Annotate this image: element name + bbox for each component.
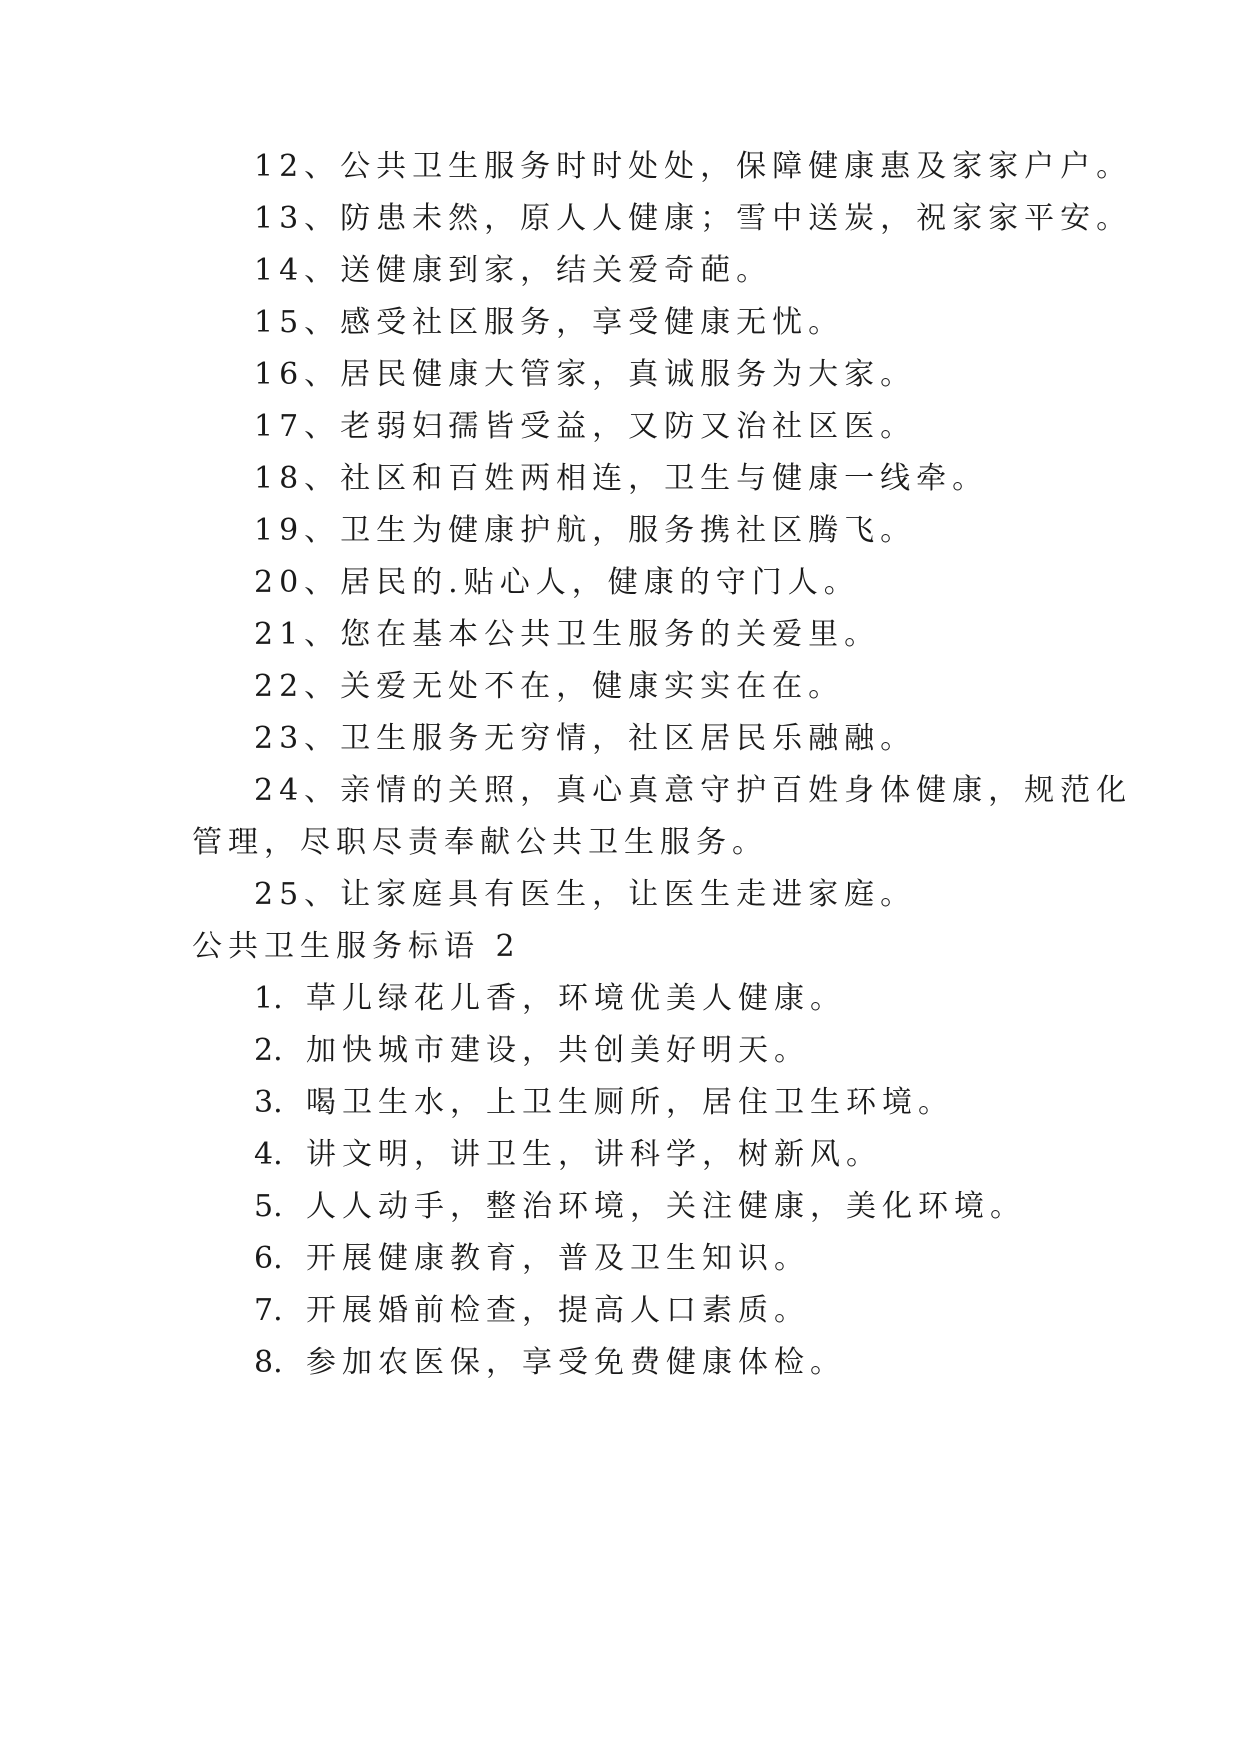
slogan-line: 15、感受社区服务，享受健康无忧。	[254, 305, 845, 340]
list-item-text: 加快城市建设，共创美好明天。	[306, 1033, 810, 1068]
section-heading: 公共卫生服务标语 2	[192, 929, 521, 964]
list-item-text: 草儿绿花儿香，环境优美人健康。	[306, 981, 846, 1016]
list-item-text: 人人动手，整治环境，关注健康，美化环境。	[306, 1189, 1026, 1224]
slogan-line: 19、卫生为健康护航，服务携社区腾飞。	[254, 513, 917, 548]
slogan-line-continuation: 管理，尽职尽责奉献公共卫生服务。	[192, 825, 768, 860]
list-item	[254, 1031, 810, 1071]
slogan-line: 18、社区和百姓两相连，卫生与健康一线牵。	[254, 461, 989, 496]
slogan-line: 13、防患未然，原人人健康；雪中送炭，祝家家平安。	[254, 201, 1133, 236]
list-item-text: 讲文明，讲卫生，讲科学，树新风。	[306, 1137, 882, 1172]
list-item-number: 5.	[254, 1189, 283, 1224]
slogan-line: 25、让家庭具有医生，让医生走进家庭。	[254, 877, 917, 912]
slogan-line: 20、居民的.贴心人，健康的守门人。	[254, 565, 860, 600]
list-item	[254, 1083, 954, 1123]
list-item	[254, 1343, 846, 1383]
slogan-line: 22、关爱无处不在，健康实实在在。	[254, 669, 845, 704]
slogan-line: 24、亲情的关照，真心真意守护百姓身体健康，规范化	[254, 773, 1133, 808]
list-item-number: 4.	[254, 1137, 283, 1172]
list-item-text: 开展婚前检查，提高人口素质。	[306, 1293, 810, 1328]
list-item-text: 喝卫生水，上卫生厕所，居住卫生环境。	[306, 1085, 954, 1120]
list-item-number: 2.	[254, 1033, 283, 1068]
list-item-number: 6.	[254, 1241, 283, 1276]
list-item	[254, 1135, 882, 1175]
list-item-number: 7.	[254, 1293, 283, 1328]
list-item-text: 开展健康教育，普及卫生知识。	[306, 1241, 810, 1276]
slogan-line: 14、送健康到家，结关爱奇葩。	[254, 253, 773, 288]
slogan-line: 16、居民健康大管家，真诚服务为大家。	[254, 357, 917, 392]
list-item	[254, 1291, 810, 1331]
list-item-number: 1.	[254, 981, 283, 1016]
list-item	[254, 1239, 810, 1279]
list-item	[254, 1187, 1026, 1227]
list-item-number: 8.	[254, 1345, 283, 1380]
slogan-line: 21、您在基本公共卫生服务的关爱里。	[254, 617, 881, 652]
slogan-line: 12、公共卫生服务时时处处，保障健康惠及家家户户。	[254, 149, 1133, 184]
list-item-text: 参加农医保，享受免费健康体检。	[306, 1345, 846, 1380]
list-item-number: 3.	[254, 1085, 283, 1120]
slogan-line: 23、卫生服务无穷情，社区居民乐融融。	[254, 721, 917, 756]
list-item	[254, 979, 846, 1019]
slogan-line: 17、老弱妇孺皆受益，又防又治社区医。	[254, 409, 917, 444]
